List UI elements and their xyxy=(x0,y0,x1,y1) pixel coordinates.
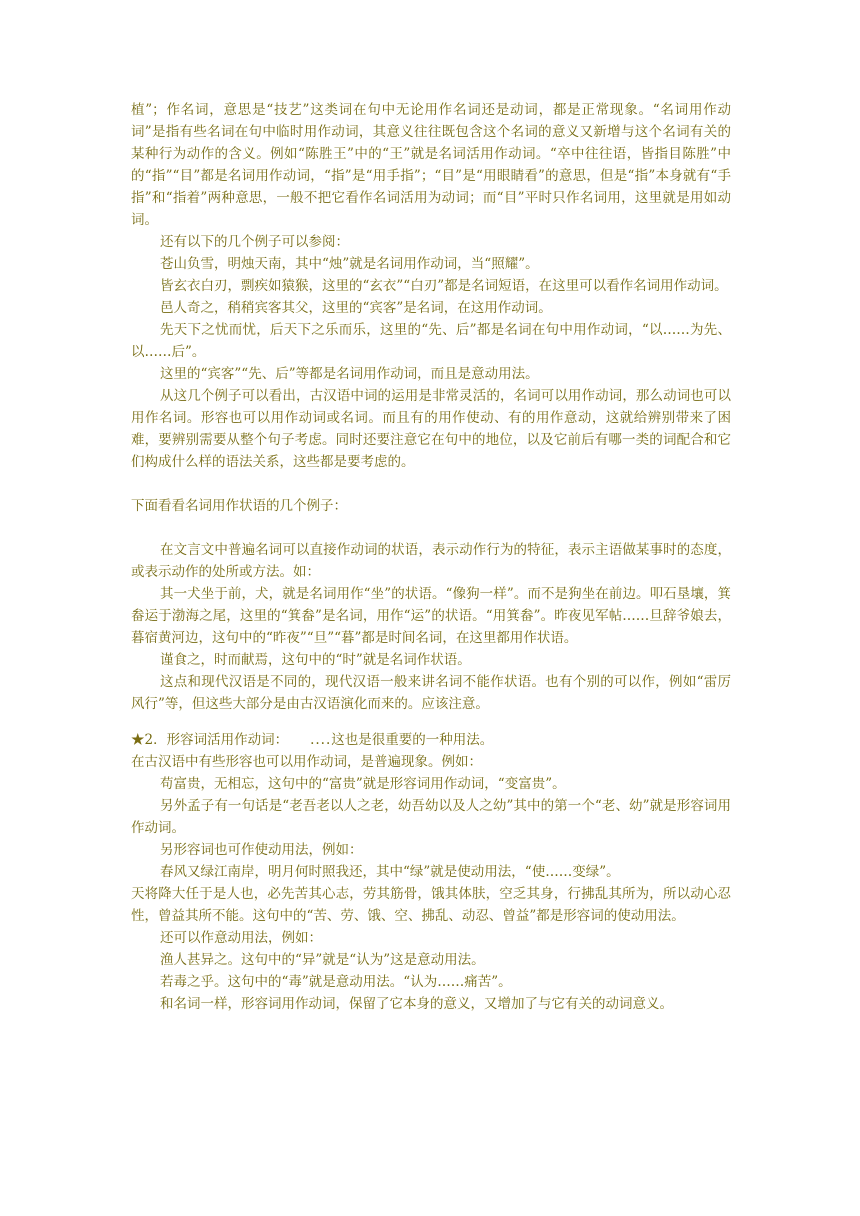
paragraph: 谨食之，时而献焉，这句中的“时”就是名词作状语。 xyxy=(160,652,471,668)
paragraph: 还可以作意动用法，例如： xyxy=(160,930,322,946)
paragraph: 这点和现代汉语是不同的，现代汉语一般来讲名词不能作状语。也有个别的可以作，例如“雷厉风行”等，但这些大部分是由古汉语演化而来的。应该注意。 xyxy=(131,674,731,712)
paragraph: 在文言文中普遍名词可以直接作动词的状语，表示动作行为的特征，表示主语做某事时的态度，或表示动作的处所或方法。如： xyxy=(131,542,731,580)
paragraph: 邑人奇之，稍稍宾客其父，这里的“宾客”是名词，在这用作动词。 xyxy=(160,300,552,316)
paragraph: 春风又绿江南岸，明月何时照我还，其中“绿”就是使动用法，“使……变绿”。 xyxy=(160,864,620,880)
paragraph: 在古汉语中有些形容也可以用作动词，是普遍现象。例如： xyxy=(131,754,482,770)
emphasis-dots: .... xyxy=(310,732,332,748)
paragraph: 还有以下的几个例子可以参阅： xyxy=(160,234,349,250)
document-body xyxy=(131,99,731,1015)
paragraph: 植”；作名词，意思是“技艺”这类词在句中无论用作名词还是动词，都是正常现象。“名词用作动词”是指有些名词在句中临时用作动词，其意义往往既包含这个名词的意义又新增与这个名词有关的某种行为动作的含义。例如“陈胜王”中的“王”就是名词活用作动词。“卒中往往语，皆指目陈胜”中的“指”“目”都是名词用作动词，“指”是“用手指”；“目”是“用眼睛看”的意思，但是“指”本身就有“手指”和“指着”两种意思，一般不把它看作名词活用为动词；而“目”平时只作名词用，这里就是用如动词。 xyxy=(131,102,731,228)
paragraph: 从这几个例子可以看出，古汉语中词的运用是非常灵活的，名词可以用作动词，那么动词也可以用作名词。形容也可以用作动词或名词。而且有的用作使动、有的用作意动，这就给辨别带来了困难，要辨别需要从整个句子考虑。同时还要注意它在句中的地位，以及它前后有哪一类的词配合和它们构成什么样的语法关系，这些都是要考虑的。 xyxy=(131,388,731,470)
section-heading xyxy=(131,729,731,751)
paragraph: 皆玄衣白刃，剽疾如猿猴，这里的“玄衣”“白刃”都是名词短语，在这里可以看作名词用作动词。 xyxy=(160,278,728,294)
paragraph: 若毒之乎。这句中的“毒”就是意动用法。“认为……痛苦”。 xyxy=(160,974,512,990)
heading-suffix: 这也是很重要的一种用法。 xyxy=(331,732,494,748)
paragraph: 这里的“宾客”“先、后”等都是名词用作动词，而且是意动用法。 xyxy=(160,366,539,382)
paragraph: 其一犬坐于前，犬，就是名词用作“坐”的状语。“像狗一样”。而不是狗坐在前边。叩石垦壤，箕畚运于渤海之尾，这里的“箕畚”是名词，用作“运”的状语。“用箕畚”。昨夜见军帖……旦辞爷娘去，暮宿黄河边，这句中的“昨夜”“旦”“暮”都是时间名词，在这里都用作状语。 xyxy=(131,586,731,646)
paragraph: 渔人甚异之。这句中的“异”就是“认为”这是意动用法。 xyxy=(160,952,485,968)
spacer xyxy=(131,715,731,729)
paragraph: 另外孟子有一句话是“老吾老以人之老，幼吾幼以及人之幼”其中的第一个“老、幼”就是形容词用作动词。 xyxy=(131,798,731,836)
paragraph: 苟富贵，无相忘，这句中的“富贵”就是形容词用作动词，“变富贵”。 xyxy=(160,776,566,792)
paragraph: 另形容词也可作使动用法，例如： xyxy=(160,842,363,858)
paragraph: 苍山负雪，明烛天南，其中“烛”就是名词用作动词，当“照耀”。 xyxy=(160,256,539,272)
star-icon: ★ xyxy=(131,732,145,748)
spacer xyxy=(131,473,731,495)
spacer xyxy=(131,517,731,539)
heading-title: 2．形容词活用作动词： xyxy=(144,732,289,748)
paragraph: 天将降大任于是人也，必先苦其心志，劳其筋骨，饿其体肤，空乏其身，行拂乱其所为，所以动心忍性，曾益其所不能。这句中的“苦、劳、饿、空、拂乱、动忍、曾益”都是形容词的使动用法。 xyxy=(131,886,731,924)
section-intro: 下面看看名词用作状语的几个例子： xyxy=(131,498,347,514)
paragraph: 先天下之忧而忧，后天下之乐而乐，这里的“先、后”都是名词在句中用作动词，“以……为先、以……后”。 xyxy=(131,322,731,360)
paragraph: 和名词一样，形容词用作动词，保留了它本身的意义，又增加了与它有关的动词意义。 xyxy=(160,996,673,1012)
